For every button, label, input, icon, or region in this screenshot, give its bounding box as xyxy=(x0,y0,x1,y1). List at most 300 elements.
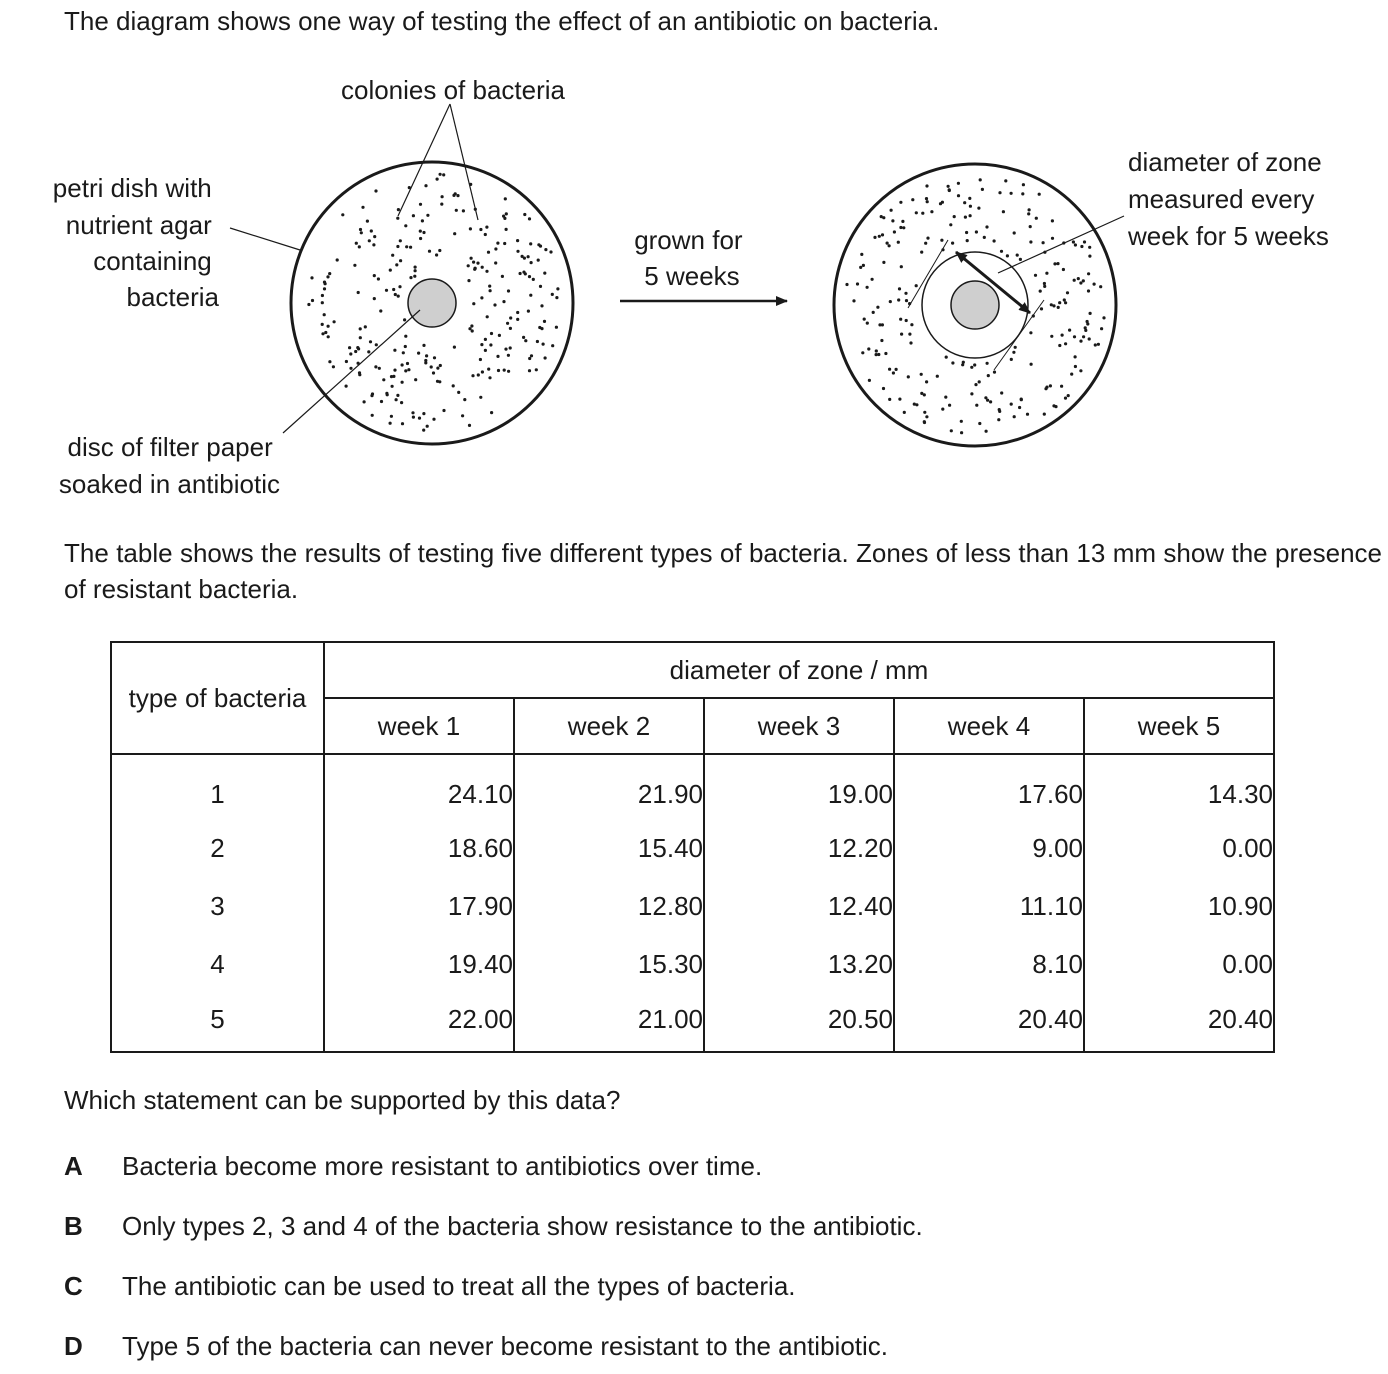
colony-dot xyxy=(321,294,324,297)
colony-dot xyxy=(960,431,963,434)
colony-dot xyxy=(1100,327,1103,330)
week-header: week 5 xyxy=(1084,698,1274,754)
colony-dot xyxy=(328,360,331,363)
colony-dot xyxy=(399,239,402,242)
colony-dot xyxy=(442,173,445,176)
colony-dot xyxy=(373,274,376,277)
colony-dot xyxy=(509,327,512,330)
diameter-header: diameter of zone / mm xyxy=(324,642,1274,698)
colony-dot xyxy=(494,261,497,264)
colony-dot xyxy=(876,306,879,309)
colony-dot xyxy=(944,396,947,399)
colony-dot xyxy=(412,214,415,217)
colony-dot xyxy=(424,359,427,362)
colony-dot xyxy=(366,220,369,223)
colony-dot xyxy=(360,231,363,234)
colony-dot xyxy=(327,335,330,338)
colony-dot xyxy=(1029,331,1032,334)
value-cell: 15.30 xyxy=(514,935,704,993)
colony-dot xyxy=(349,367,352,370)
colony-dot xyxy=(966,239,969,242)
colony-dot xyxy=(414,266,417,269)
colony-dot xyxy=(1079,281,1082,284)
colony-dot xyxy=(945,356,948,359)
colony-dot xyxy=(490,411,493,414)
colony-dot xyxy=(470,324,473,327)
colony-dot xyxy=(433,356,436,359)
zone-label: diameter of zone measured every week for 5 weeks xyxy=(1128,147,1329,251)
colony-dot xyxy=(1018,406,1021,409)
value-cell: 24.10 xyxy=(324,754,514,819)
colony-dot xyxy=(509,346,512,349)
colony-dot xyxy=(402,351,405,354)
colony-dot xyxy=(341,213,344,216)
colony-dot xyxy=(925,197,928,200)
colony-dot xyxy=(476,262,479,265)
colony-dot xyxy=(993,371,996,374)
colony-dot xyxy=(1042,241,1045,244)
colony-dot xyxy=(438,249,441,252)
colony-dot xyxy=(1057,306,1060,309)
colony-dot xyxy=(1054,405,1057,408)
colony-dot xyxy=(893,230,896,233)
colony-dot xyxy=(368,239,371,242)
colony-dot xyxy=(386,393,389,396)
colony-dot xyxy=(484,349,487,352)
colony-dot xyxy=(925,184,928,187)
colony-dot xyxy=(1099,285,1102,288)
colony-dot xyxy=(537,259,540,262)
colony-dot xyxy=(532,278,535,281)
colony-dot xyxy=(409,246,412,249)
colony-dot xyxy=(882,387,885,390)
arrow-label: grown for 5 weeks xyxy=(634,225,743,291)
value-cell: 20.50 xyxy=(704,993,894,1052)
colony-dot xyxy=(310,276,313,279)
colony-dot xyxy=(377,277,380,280)
colony-dot xyxy=(489,343,492,346)
colony-dot xyxy=(1010,358,1013,361)
colony-dot xyxy=(378,367,381,370)
colony-dot xyxy=(374,189,377,192)
colony-dot xyxy=(456,194,459,197)
value-cell: 12.40 xyxy=(704,877,894,935)
colony-dot xyxy=(470,257,473,260)
colony-dot xyxy=(873,236,876,239)
colony-dot xyxy=(1062,268,1065,271)
colony-dot xyxy=(328,272,331,275)
colony-dot xyxy=(324,282,327,285)
colony-dot xyxy=(488,376,491,379)
colony-dot xyxy=(859,266,862,269)
colony-dot xyxy=(881,233,884,236)
colony-dot xyxy=(484,233,487,236)
colony-dot xyxy=(1058,344,1061,347)
colony-dot xyxy=(345,360,348,363)
colony-dot xyxy=(845,283,848,286)
colony-dot xyxy=(488,285,491,288)
colony-dot xyxy=(936,375,939,378)
colony-dot xyxy=(1093,283,1096,286)
colony-dot xyxy=(404,335,407,338)
colony-dot xyxy=(542,343,545,346)
colony-dot xyxy=(455,209,458,212)
colony-dot xyxy=(888,368,891,371)
colony-dot xyxy=(523,257,526,260)
colony-dot xyxy=(375,343,378,346)
colony-dot xyxy=(396,394,399,397)
colony-dot xyxy=(1073,335,1076,338)
colony-dot xyxy=(555,296,558,299)
colony-dot xyxy=(528,357,531,360)
colony-dot xyxy=(899,226,902,229)
disc-label: disc of filter paper soaked in antibiotic xyxy=(58,432,280,499)
colony-dot xyxy=(326,275,329,278)
colony-dot xyxy=(1053,262,1056,265)
colony-dot xyxy=(1030,363,1033,366)
value-cell: 0.00 xyxy=(1084,935,1274,993)
antibiotic-test-diagram xyxy=(0,60,1388,510)
colony-dot xyxy=(321,301,324,304)
table-intro-text: The table shows the results of testing five different types of bacteria. Zones of less than 13 mm show the presence of resistant bacteria. xyxy=(64,538,1382,604)
colony-dot xyxy=(875,353,878,356)
colony-dot xyxy=(524,339,527,342)
type-cell: 5 xyxy=(111,993,324,1052)
colony-dot xyxy=(908,333,911,336)
colony-dot xyxy=(528,369,531,372)
colony-dot xyxy=(964,216,967,219)
colony-dot xyxy=(957,194,960,197)
colony-dot xyxy=(401,381,404,384)
colony-dot xyxy=(413,275,416,278)
value-cell: 20.40 xyxy=(1084,993,1274,1052)
colony-dot xyxy=(888,398,891,401)
colony-dot xyxy=(897,241,900,244)
value-cell: 0.00 xyxy=(1084,819,1274,877)
colony-dot xyxy=(1102,316,1105,319)
colony-dot xyxy=(1045,272,1048,275)
colony-dot xyxy=(369,340,372,343)
colony-dot xyxy=(880,339,883,342)
colony-dot xyxy=(1079,340,1082,343)
colony-dot xyxy=(960,420,963,423)
colony-dot xyxy=(1010,403,1013,406)
colony-dot xyxy=(951,361,954,364)
colony-dot xyxy=(871,278,874,281)
colony-dot xyxy=(535,368,538,371)
colony-dot xyxy=(965,231,968,234)
colony-dot xyxy=(505,212,508,215)
colony-dot xyxy=(505,228,508,231)
colony-dot xyxy=(1074,243,1077,246)
colony-dot xyxy=(428,250,431,253)
colony-dot xyxy=(978,380,981,383)
colony-dot xyxy=(889,300,892,303)
colony-dot xyxy=(504,348,507,351)
colony-dot xyxy=(370,229,373,232)
colony-dot xyxy=(948,189,951,192)
colony-dot xyxy=(970,392,973,395)
colony-dot xyxy=(878,323,881,326)
colony-dot xyxy=(356,346,359,349)
colony-dot xyxy=(878,235,881,238)
colony-dot xyxy=(1010,192,1013,195)
colony-dot xyxy=(407,368,410,371)
value-cell: 18.60 xyxy=(324,819,514,877)
colony-dot xyxy=(969,214,972,217)
colony-dot xyxy=(516,311,519,314)
colony-dot xyxy=(372,243,375,246)
colony-dot xyxy=(923,411,926,414)
colony-dot xyxy=(509,316,512,319)
colony-dot xyxy=(1087,272,1090,275)
colony-dot xyxy=(536,340,539,343)
colony-dot xyxy=(528,275,531,278)
colony-dot xyxy=(414,269,417,272)
colony-dot xyxy=(393,349,396,352)
colony-dot xyxy=(975,404,978,407)
colony-dot xyxy=(516,250,519,253)
colony-dot xyxy=(986,399,989,402)
colony-dot xyxy=(430,365,433,368)
value-cell: 8.10 xyxy=(894,935,1084,993)
colony-dot xyxy=(404,345,407,348)
colony-dot xyxy=(395,398,398,401)
colony-dot xyxy=(468,327,471,330)
colony-dot xyxy=(355,242,358,245)
colony-dot xyxy=(920,392,923,395)
petri-dish-before xyxy=(291,162,573,444)
colony-dot xyxy=(555,326,558,329)
colony-dot xyxy=(1002,210,1005,213)
colony-dot xyxy=(417,352,420,355)
colony-dot xyxy=(925,380,928,383)
colony-dot xyxy=(487,368,490,371)
colony-dot xyxy=(307,303,310,306)
table-row xyxy=(111,877,1274,935)
colony-dot xyxy=(856,282,859,285)
colony-dot xyxy=(1022,183,1025,186)
colony-dot xyxy=(479,228,482,231)
colony-dot xyxy=(503,242,506,245)
value-cell: 10.90 xyxy=(1084,877,1274,935)
colony-dot xyxy=(941,408,944,411)
value-cell: 9.00 xyxy=(894,819,1084,877)
colony-dot xyxy=(986,362,989,365)
colony-dot xyxy=(1016,254,1019,257)
colony-dot xyxy=(392,375,395,378)
colony-dot xyxy=(522,336,525,339)
colony-dot xyxy=(868,379,871,382)
colony-dot xyxy=(527,310,530,313)
colony-dot xyxy=(1043,282,1046,285)
colony-dot xyxy=(543,320,546,323)
colony-dot xyxy=(953,215,956,218)
colony-dot xyxy=(997,418,1000,421)
colony-dot xyxy=(1067,394,1070,397)
colony-dot xyxy=(435,253,438,256)
colony-dot xyxy=(472,302,475,305)
colony-dot xyxy=(1079,369,1082,372)
colony-dot xyxy=(359,228,362,231)
colony-dot xyxy=(1064,342,1067,345)
colony-dot xyxy=(439,364,442,367)
colony-dot xyxy=(348,346,351,349)
option-a-letter: A xyxy=(64,1151,83,1181)
colony-dot xyxy=(441,195,444,198)
colony-dot xyxy=(424,184,427,187)
colony-dot xyxy=(924,242,927,245)
colony-dot xyxy=(1082,279,1085,282)
colonies-label: colonies of bacteria xyxy=(340,75,566,105)
colony-dot xyxy=(1000,391,1003,394)
colony-dot xyxy=(472,261,475,264)
colony-dot xyxy=(399,259,402,262)
colony-dot xyxy=(467,264,470,267)
colony-dot xyxy=(1012,351,1015,354)
colony-dot xyxy=(432,371,435,374)
colony-dot xyxy=(405,245,408,248)
colony-dot xyxy=(1061,334,1064,337)
colony-dot xyxy=(1074,355,1077,358)
colony-dot xyxy=(422,344,425,347)
colony-dot xyxy=(1013,415,1016,418)
colony-dot xyxy=(1026,413,1029,416)
colony-dot xyxy=(950,429,953,432)
colony-dot xyxy=(477,373,480,376)
colony-dot xyxy=(1074,365,1077,368)
colony-dot xyxy=(467,279,470,282)
colony-dot xyxy=(905,299,908,302)
colony-dot xyxy=(898,398,901,401)
colony-dot xyxy=(861,351,864,354)
colony-dot xyxy=(901,220,904,223)
colony-dot xyxy=(989,400,992,403)
value-cell: 21.00 xyxy=(514,993,704,1052)
colony-dot xyxy=(890,209,893,212)
results-table xyxy=(110,641,1275,1053)
colony-dot xyxy=(501,275,504,278)
colony-dot xyxy=(507,370,510,373)
colony-dot xyxy=(1051,219,1054,222)
colony-dot xyxy=(888,244,891,247)
colony-dot xyxy=(481,266,484,269)
colony-dot xyxy=(998,191,1001,194)
colony-dot xyxy=(323,287,326,290)
colony-dot xyxy=(361,206,364,209)
colony-dot xyxy=(882,261,885,264)
colony-dot xyxy=(1006,254,1009,257)
value-cell: 14.30 xyxy=(1084,754,1274,819)
colony-dot xyxy=(1043,285,1046,288)
value-cell: 19.40 xyxy=(324,935,514,993)
colony-dot xyxy=(1013,231,1016,234)
colony-dot xyxy=(358,373,361,376)
option-c-letter: C xyxy=(64,1271,83,1301)
colony-dot xyxy=(993,239,996,242)
colony-dot xyxy=(951,242,954,245)
colony-dot xyxy=(363,400,366,403)
colony-dot xyxy=(389,269,392,272)
colony-dot xyxy=(480,296,483,299)
colony-dot xyxy=(1084,329,1087,332)
colony-dot xyxy=(1077,277,1080,280)
colony-dot xyxy=(419,237,422,240)
colony-dot xyxy=(907,375,910,378)
colony-dot xyxy=(978,422,981,425)
colony-dot xyxy=(852,299,855,302)
option-b-text: Only types 2, 3 and 4 of the bacteria show resistance to the antibiotic. xyxy=(122,1211,923,1241)
colony-dot xyxy=(418,417,421,420)
colony-dot xyxy=(913,403,916,406)
colony-dot xyxy=(496,355,499,358)
colony-dot xyxy=(898,287,901,290)
colony-dot xyxy=(481,370,484,373)
petri-dish-after xyxy=(834,164,1116,446)
colony-dot xyxy=(426,214,429,217)
colony-dot xyxy=(396,217,399,220)
colony-dot xyxy=(985,225,988,228)
colony-dot xyxy=(354,350,357,353)
colony-dot xyxy=(389,422,392,425)
colony-dot xyxy=(872,311,875,314)
colony-dot xyxy=(915,211,918,214)
colony-dot xyxy=(364,325,367,328)
colony-dot xyxy=(540,304,543,307)
colony-dot xyxy=(925,415,928,418)
colony-dot xyxy=(1050,335,1053,338)
colony-dot xyxy=(1068,329,1071,332)
colony-dot xyxy=(391,254,394,257)
colony-dot xyxy=(395,263,398,266)
colony-dot xyxy=(380,400,383,403)
colony-dot xyxy=(349,352,352,355)
colony-dot xyxy=(506,322,509,325)
colony-dot xyxy=(899,318,902,321)
option-d-letter: D xyxy=(64,1331,83,1361)
colony-dot xyxy=(485,226,488,229)
colony-dot xyxy=(359,336,362,339)
colony-dot xyxy=(396,245,399,248)
colony-dot xyxy=(528,217,531,220)
week-header: week 1 xyxy=(324,698,514,754)
colony-dot xyxy=(1097,343,1100,346)
colony-dot xyxy=(397,208,400,211)
colony-dot xyxy=(920,251,923,254)
colony-dot xyxy=(544,248,547,251)
antibiotic-disc xyxy=(951,281,999,329)
colony-dot xyxy=(1028,208,1031,211)
colony-dot xyxy=(436,178,439,181)
colony-dot xyxy=(970,366,973,369)
colony-dot xyxy=(519,272,522,275)
value-cell: 15.40 xyxy=(514,819,704,877)
value-cell: 12.20 xyxy=(704,819,894,877)
colony-dot xyxy=(1049,384,1052,387)
colony-dot xyxy=(860,253,863,256)
colony-dot xyxy=(374,365,377,368)
colony-dot xyxy=(948,404,951,407)
colony-dot xyxy=(421,219,424,222)
colony-dot xyxy=(1088,246,1091,249)
colony-dot xyxy=(504,197,507,200)
colony-dot xyxy=(422,231,425,234)
colony-dot xyxy=(899,201,902,204)
colony-dot xyxy=(422,429,425,432)
colony-dot xyxy=(1051,237,1054,240)
colony-dot xyxy=(544,356,547,359)
colony-dot xyxy=(979,178,982,181)
